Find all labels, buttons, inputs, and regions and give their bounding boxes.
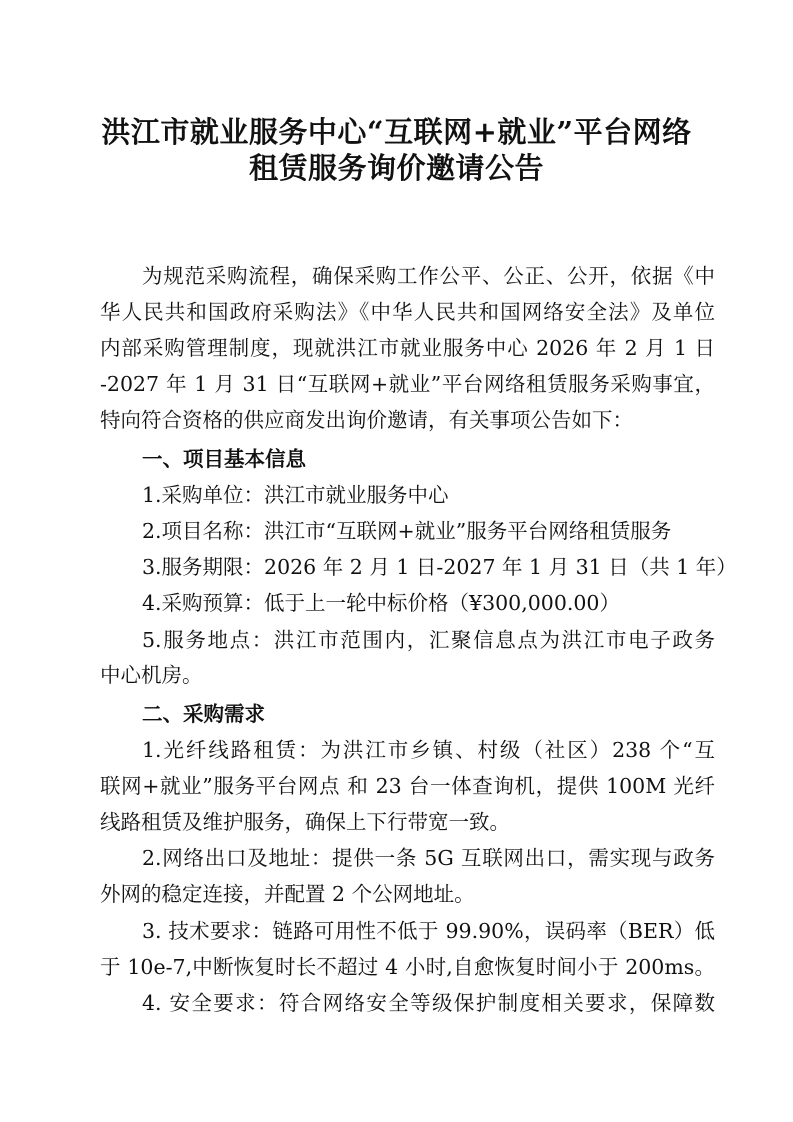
requirement-line: 外网的稳定连接，并配置 2 个公网地址。 bbox=[100, 882, 475, 906]
requirement-line: 1.光纤线路租赁：为洪江市乡镇、村级（社区）238 个“互 bbox=[142, 738, 715, 762]
basic-info-item: 2.项目名称：洪江市“互联网+就业”服务平台网络租赁服务 bbox=[142, 519, 672, 543]
requirement-line: 3. 技术要求：链路可用性不低于 99.90%，误码率（BER）低 bbox=[142, 919, 715, 943]
section-heading-requirements: 二、采购需求 bbox=[142, 702, 265, 726]
section-heading-basic-info: 一、项目基本信息 bbox=[142, 447, 306, 471]
basic-info-item: 4.采购预算：低于上一轮中标价格（¥300,000.00） bbox=[142, 591, 620, 615]
basic-info-item: 5.服务地点：洪江市范围内，汇聚信息点为洪江市电子政务 bbox=[142, 628, 715, 652]
requirement-line: 于 10e-7,中断恢复时长不超过 4 小时,自愈恢复时间小于 200ms。 bbox=[100, 955, 715, 979]
requirement-line: 联网+就业”服务平台网点 和 23 台一体查询机，提供 100M 光纤 bbox=[100, 774, 715, 798]
document-title-line-1: 洪江市就业服务中心“互联网+就业”平台网络 bbox=[101, 115, 692, 149]
basic-info-item: 3.服务期限：2026 年 2 月 1 日-2027 年 1 月 31 日（共 1 年） bbox=[142, 555, 737, 579]
requirement-line: 线路租赁及维护服务，确保上下行带宽一致。 bbox=[100, 810, 510, 834]
requirement-line: 2.网络出口及地址：提供一条 5G 互联网出口，需实现与政务 bbox=[142, 846, 715, 870]
requirement-line: 4. 安全要求：符合网络安全等级保护制度相关要求，保障数 bbox=[142, 991, 715, 1015]
intro-line: 为规范采购流程，确保采购工作公平、公正、公开，依据《中 bbox=[142, 264, 715, 288]
document-title-line-2: 租赁服务询价邀请公告 bbox=[248, 151, 544, 185]
intro-line: 华人民共和国政府采购法》《中华人民共和国网络安全法》及单位 bbox=[100, 300, 715, 324]
intro-line: 内部采购管理制度，现就洪江市就业服务中心 2026 年 2 月 1 日 bbox=[100, 336, 715, 360]
intro-line: -2027 年 1 月 31 日“互联网+就业”平台网络租赁服务采购事宜， bbox=[100, 372, 715, 396]
intro-line: 特向符合资格的供应商发出询价邀请，有关事项公告如下： bbox=[100, 408, 633, 432]
basic-info-item: 中心机房。 bbox=[100, 663, 203, 687]
basic-info-item: 1.采购单位：洪江市就业服务中心 bbox=[142, 483, 449, 507]
